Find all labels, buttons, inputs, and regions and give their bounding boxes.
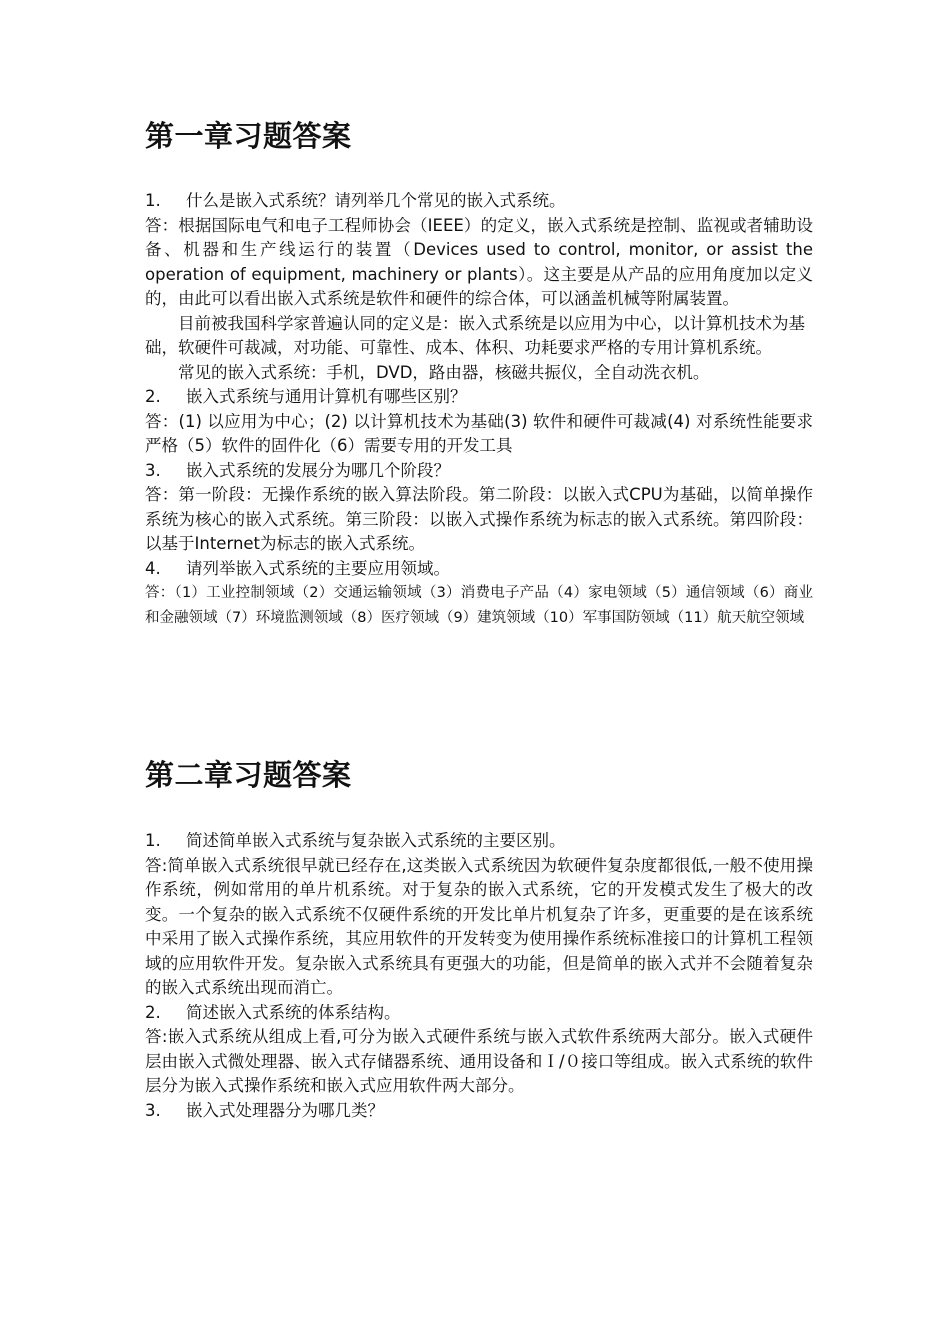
answer-2: 答:嵌入式系统从组成上看,可分为嵌入式硬件系统与嵌入式软件系统两大部分。嵌入式硬件层由嵌入式微处理器、嵌入式存储器系统、通用设备和Ｉ/０接口等组成。嵌入式系统的软件层分为嵌入式操作系统和嵌入式应用软件两大部分。 bbox=[145, 1027, 813, 1095]
question-text: 简述嵌入式系统的体系结构。 bbox=[186, 1002, 401, 1022]
question-number: 4. bbox=[145, 558, 161, 578]
question-number: 2. bbox=[145, 387, 161, 406]
answer-1: 答:简单嵌入式系统很早就已经存在,这类嵌入式系统因为软硬件复杂度都很低,一般不使用操作系统，例如常用的单片机系统。对于复杂的嵌入式系统，它的开发模式发生了极大的改变。一个复杂的嵌入式系统不仅硬件系统的开发比单片机复杂了许多，更重要的是在该系统中采用了嵌入式操作系统，其应用软件的开发转变为使用操作系统标准接口的计算机工程领域的应用软件开发。复杂嵌入式系统具有更强大的功能，但是简单的嵌入式并不会随着复杂的嵌入式系统出现而消亡。 bbox=[145, 855, 813, 997]
question-text: 嵌入式处理器分为哪几类？ bbox=[186, 1100, 384, 1120]
question-1 bbox=[145, 189, 813, 214]
question-number: 1. bbox=[145, 831, 161, 850]
chapter-1-body bbox=[145, 189, 813, 630]
question-2 bbox=[145, 1001, 813, 1026]
question-text: 请列举嵌入式系统的主要应用领域。 bbox=[186, 558, 450, 578]
answer-3: 答：第一阶段：无操作系统的嵌入算法阶段。第二阶段：以嵌入式CPU为基础，以简单操作系统为核心的嵌入式系统。第三阶段：以嵌入式操作系统为标志的嵌入式系统。第四阶段：以基于Internet为标志的嵌入式系统。 bbox=[145, 485, 813, 553]
question-3 bbox=[145, 459, 813, 484]
chapter-2-body bbox=[145, 829, 813, 1123]
question-text: 嵌入式系统的发展分为哪几个阶段？ bbox=[186, 460, 450, 480]
chapter-1-title: 第一章习题答案 bbox=[145, 119, 352, 153]
question-4 bbox=[145, 557, 813, 582]
question-text: 简述简单嵌入式系统与复杂嵌入式系统的主要区别。 bbox=[186, 831, 566, 850]
question-3 bbox=[145, 1099, 813, 1124]
answer-4: 答：（1）工业控制领域（2）交通运输领域（3）消费电子产品（4）家电领域（5）通信领域（6）商业和金融领域（7）环境监测领域（8）医疗领域（9）建筑领域（10）军事国防领域（11）航天航空领域 bbox=[145, 585, 813, 626]
answer-2: 答：(1) 以应用为中心；(2) 以计算机技术为基础(3) 软件和硬件可裁减(4) 对系统性能要求严格（5）软件的固件化（6）需要专用的开发工具 bbox=[145, 411, 813, 455]
question-number: 3. bbox=[145, 460, 161, 480]
question-number: 1. bbox=[145, 191, 161, 210]
question-text: 嵌入式系统与通用计算机有哪些区别？ bbox=[186, 387, 467, 406]
answer-1: 答：根据国际电气和电子工程师协会（IEEE）的定义，嵌入式系统是控制、监视或者辅助设备、机器和生产线运行的装置（Devices used to control, monitor, or assist the operation of equipment, machinery or plants）。这主要是从产品的应用角度加以定义的，由此可以看出嵌入式系统是软件和硬件的综合体，可以涵盖机械等附属装置。 bbox=[145, 215, 813, 308]
chapter-2-title: 第二章习题答案 bbox=[145, 758, 352, 792]
question-text: 什么是嵌入式系统？请列举几个常见的嵌入式系统。 bbox=[186, 191, 566, 210]
question-2 bbox=[145, 385, 813, 410]
question-number: 2. bbox=[145, 1002, 161, 1022]
answer-1-paragraph-3: 常见的嵌入式系统：手机，DVD，路由器，核磁共振仪，全自动洗衣机。 bbox=[178, 362, 710, 382]
answer-1-paragraph-2: 目前被我国科学家普遍认同的定义是：嵌入式系统是以应用为中心，以计算机技术为基础，软硬件可裁减，对功能、可靠性、成本、体积、功耗要求严格的专用计算机系统。 bbox=[145, 313, 805, 357]
question-number: 3. bbox=[145, 1100, 161, 1120]
question-1 bbox=[145, 829, 813, 854]
